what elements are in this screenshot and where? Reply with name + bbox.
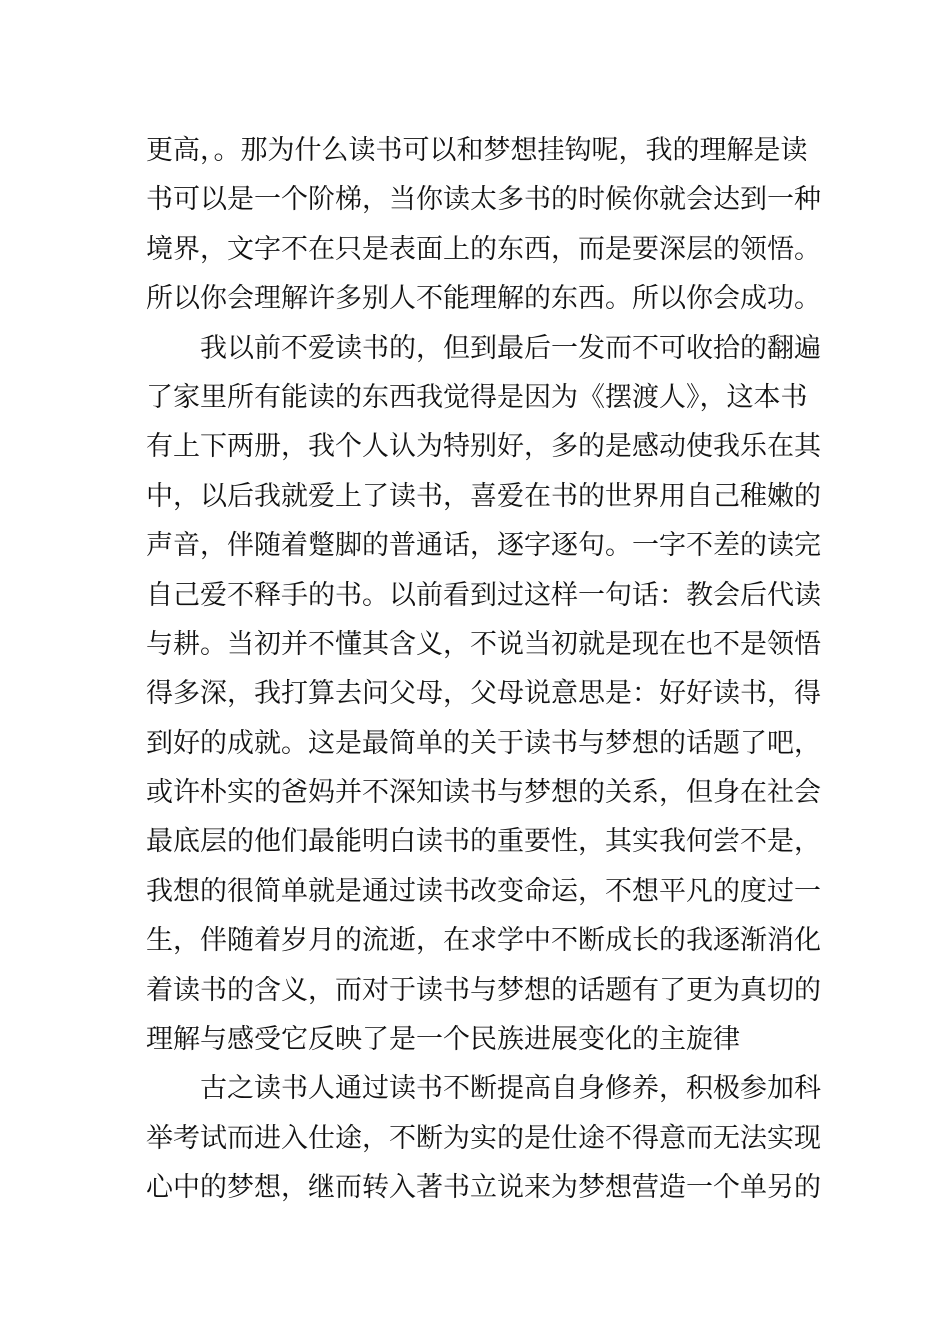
text-line: 更高，。那为什么读书可以和梦想挂钩呢，我的理解是读 [146,135,808,166]
text-line: 所以你会理解许多别人不能理解的东西。所以你会成功。 [146,283,821,315]
text-line: 与耕。当初并不懂其含义，不说当初就是现在也不是领悟 [146,628,821,660]
text-line: 心中的梦想，继而转入著书立说来为梦想营造一个单另的 [146,1172,821,1204]
text-line: 有上下两册，我个人认为特别好，多的是感动使我乐在其 [146,431,821,463]
text-line: 最底层的他们最能明白读书的重要性，其实我何尝不是， [146,826,821,858]
text-line: 我想的很简单就是通过读书改变命运，不想平凡的度过一 [146,875,821,907]
text-line: 书可以是一个阶梯，当你读太多书的时候你就会达到一种 [146,184,821,216]
text-line: 生，伴随着岁月的流逝，在求学中不断成长的我逐渐消化 [146,925,821,957]
text-line: 举考试而进入仕途，不断为实的是仕途不得意而无法实现 [146,1122,821,1154]
text-line: 古之读书人通过读书不断提高自身修养，积极参加科 [200,1073,821,1105]
text-line: 或许朴实的爸妈并不深知读书与梦想的关系，但身在社会 [146,777,821,809]
text-line: 着读书的含义，而对于读书与梦想的话题有了更为真切的 [146,974,821,1006]
body-text [146,126,821,1213]
text-line: 声音，伴随着蹩脚的普通话，逐字逐句。一字不差的读完 [146,530,821,562]
text-line: 中，以后我就爱上了读书，喜爱在书的世界用自己稚嫩的 [146,480,821,512]
text-line: 我以前不爱读书的，但到最后一发而不可收拾的翻遍 [200,332,821,364]
text-line: 理解与感受它反映了是一个民族进展变化的主旋律 [146,1024,740,1056]
text-line: 自己爱不释手的书。以前看到过这样一句话：教会后代读 [146,579,821,611]
text-line: 得多深，我打算去问父母，父母说意思是：好好读书，得 [146,678,821,710]
text-line: 了家里所有能读的东西我觉得是因为《摆渡人》，这本书 [146,381,808,413]
text-line: 境界，文字不在只是表面上的东西，而是要深层的领悟。 [146,233,821,265]
text-line: 到好的成就。这是最简单的关于读书与梦想的话题了吧， [146,727,821,759]
